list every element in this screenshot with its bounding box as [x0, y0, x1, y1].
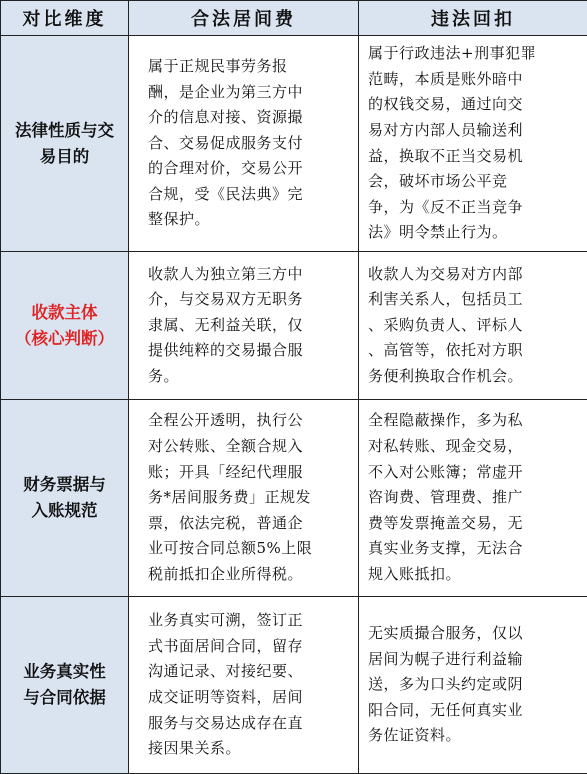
illegal-cell: [359, 36, 587, 252]
text-line: 法》明令禁止行为。: [368, 220, 575, 246]
text-line: 益，换取不正当交易机: [368, 144, 575, 170]
text-line: 服务与交易达成存在直: [148, 711, 344, 737]
table-row: [1, 252, 587, 400]
dimension-line: 财务票据与: [7, 472, 122, 498]
header-dimension: 对比维度: [1, 1, 129, 36]
text-line: 整保护。: [148, 207, 344, 233]
legal-cell: [129, 252, 359, 400]
text-line: 规入账抵扣。: [368, 562, 575, 588]
text-line: 范畴，本质是账外暗中: [368, 67, 575, 93]
table-row: [1, 597, 587, 774]
illegal-cell: [359, 252, 587, 400]
text-line: 合、交易促成服务支付: [148, 131, 344, 157]
text-line: 业可按合同总额5%上限: [148, 536, 344, 562]
text-line: 沟通记录、对接纪要、: [148, 659, 344, 685]
dimension-line: 收款主体: [7, 300, 122, 326]
text-line: 无实质撮合服务，仅以: [368, 621, 575, 647]
text-line: 业务真实可溯，签订正: [148, 608, 344, 634]
text-line: 账；开具「经纪代理服: [148, 460, 344, 486]
dimension-line: 易目的: [7, 144, 122, 170]
row-dimension: [1, 597, 129, 774]
illegal-cell: [359, 597, 587, 774]
text-line: 务*居间服务费」正规发: [148, 485, 344, 511]
text-line: 对私转账、现金交易，: [368, 434, 575, 460]
text-line: 税前抵扣企业所得税。: [148, 562, 344, 588]
text-line: 费等发票掩盖交易，无: [368, 511, 575, 537]
dimension-line: 入账规范: [7, 498, 122, 524]
header-illegal: 违法回扣: [359, 1, 587, 36]
row-dimension: [1, 400, 129, 597]
row-dimension: [1, 36, 129, 252]
text-line: 易对方内部人员输送利: [368, 118, 575, 144]
text-line: 务佐证资料。: [368, 723, 575, 749]
legal-cell: [129, 400, 359, 597]
text-line: 争，为《反不正当竞争: [368, 195, 575, 221]
text-line: 居间为幌子进行利益输: [368, 647, 575, 673]
text-line: 不入对公账簿；常虚开: [368, 460, 575, 486]
text-line: 利害关系人，包括员工: [368, 287, 575, 313]
text-line: 成交证明等资料，居间: [148, 685, 344, 711]
text-line: 隶属、无利益关联，仅: [148, 313, 344, 339]
illegal-cell: [359, 400, 587, 597]
text-line: 收款人为交易对方内部: [368, 262, 575, 288]
text-line: 全程隐蔽操作，多为私: [368, 408, 575, 434]
text-line: 务便利换取合作机会。: [368, 364, 575, 390]
text-line: 务。: [148, 364, 344, 390]
text-line: 属于正规民事劳务报: [148, 54, 344, 80]
legal-cell: [129, 597, 359, 774]
text-line: 合规，受《民法典》完: [148, 182, 344, 208]
text-line: 咨询费、管理费、推广: [368, 485, 575, 511]
text-line: 收款人为独立第三方中: [148, 262, 344, 288]
header-row: [1, 1, 587, 36]
text-line: 票，依法完税，普通企: [148, 511, 344, 537]
text-line: 介的信息对接、资源撮: [148, 105, 344, 131]
header-legal: 合法居间费: [129, 1, 359, 36]
text-line: 的权钱交易，通过向交: [368, 92, 575, 118]
text-line: 属于行政违法+刑事犯罪: [368, 41, 575, 67]
text-line: 对公转账、全额合规入: [148, 434, 344, 460]
dimension-line: 法律性质与交: [7, 118, 122, 144]
dimension-line: 与合同依据: [7, 685, 122, 711]
text-line: 的合理对价，交易公开: [148, 156, 344, 182]
table-row: [1, 400, 587, 597]
dimension-line: 业务真实性: [7, 659, 122, 685]
text-line: 介，与交易双方无职务: [148, 287, 344, 313]
text-line: 会，破坏市场公平竞: [368, 169, 575, 195]
text-line: 接因果关系。: [148, 736, 344, 762]
text-line: 提供纯粹的交易撮合服: [148, 338, 344, 364]
text-line: 全程公开透明，执行公: [148, 408, 344, 434]
text-line: 阳合同，无任何真实业: [368, 698, 575, 724]
text-line: 真实业务支撑，无法合: [368, 536, 575, 562]
text-line: 酬，是企业为第三方中: [148, 80, 344, 106]
row-dimension-highlight: [1, 252, 129, 400]
text-line: 送，多为口头约定或阴: [368, 672, 575, 698]
text-line: 、高管等，依托对方职: [368, 338, 575, 364]
legal-cell: [129, 36, 359, 252]
text-line: 、采购负责人、评标人: [368, 313, 575, 339]
table-row: [1, 36, 587, 252]
text-line: 式书面居间合同，留存: [148, 634, 344, 660]
dimension-line: （核心判断）: [7, 326, 122, 352]
